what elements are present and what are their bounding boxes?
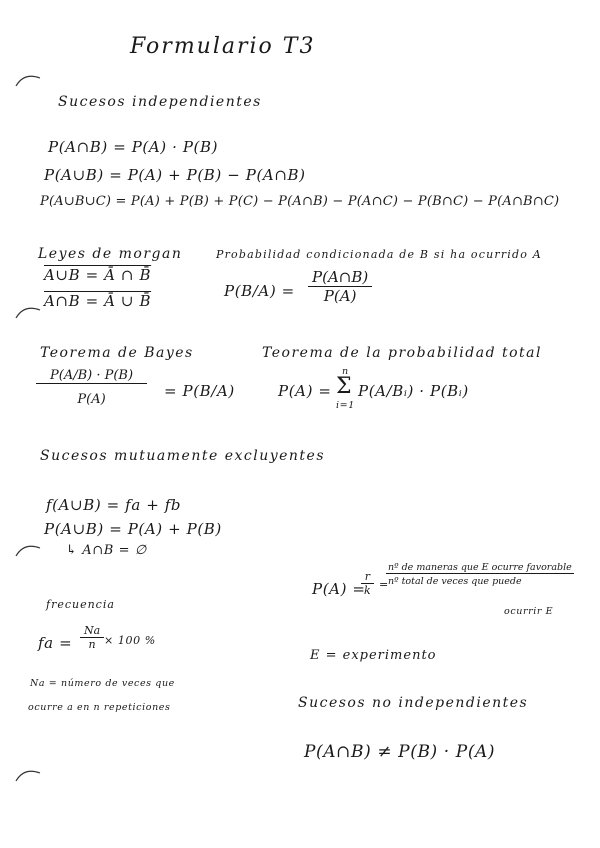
no-independent-formula: P(A∩B) ≠ P(B) · P(A) <box>304 742 496 762</box>
total-sum-lower: i=1 <box>336 400 355 411</box>
conditional-denominator: P(A) <box>323 287 357 305</box>
total-lhs: P(A) = <box>278 382 332 400</box>
laplace-k: k <box>364 584 371 597</box>
margin-mark-top <box>14 70 44 90</box>
morgan-law-intersection: A∩B = Ā ∪ B̄ <box>44 292 152 310</box>
morgan-law-union: A∪B = Ā ∩ B̄ <box>44 266 152 284</box>
laplace-denominator: nº total de veces que puede <box>388 576 522 587</box>
laplace-equals: = <box>379 578 389 591</box>
laplace-denominator-cont: ocurrir E <box>504 606 554 617</box>
laplace-lhs: P(A) = <box>312 580 366 598</box>
laplace-r: r <box>361 570 374 584</box>
excluyentes-probability: P(A∪B) = P(A) + P(B) <box>44 520 222 538</box>
bayes-rhs: = P(B/A) <box>164 382 235 400</box>
formula-union-three: P(A∪B∪C) = P(A) + P(B) + P(C) − P(A∩B) − P(A∩C) − P(B∩C) − P(A∩B∩C) <box>40 194 560 209</box>
frequency-note-line1: Na = número de veces que <box>30 678 175 689</box>
frequency-fraction <box>80 624 104 651</box>
laplace-numerator: nº de maneras que E ocurre favorable <box>388 562 572 573</box>
frequency-rhs: × 100 % <box>104 634 156 647</box>
frequency-denominator: n <box>88 638 96 651</box>
margin-mark-middle <box>14 302 44 322</box>
section-heading-total: Teorema de la probabilidad total <box>262 345 542 361</box>
section-heading-bayes: Teorema de Bayes <box>40 345 194 361</box>
margin-mark-lower <box>14 540 44 560</box>
section-heading-independientes: Sucesos independientes <box>58 94 262 110</box>
bayes-numerator: P(A/B) · P(B) <box>36 368 147 384</box>
bayes-fraction <box>36 368 147 407</box>
laplace-fraction <box>386 562 574 587</box>
frequency-lhs: fa = <box>38 634 73 652</box>
bayes-denominator: P(A) <box>77 392 106 407</box>
frequency-numerator: Na <box>80 624 104 638</box>
section-heading-condicionada: Probabilidad condicionada de B si ha ocurrido A <box>216 248 542 261</box>
formula-intersection: P(A∩B) = P(A) · P(B) <box>48 138 219 156</box>
section-heading-morgan: Leyes de morgan <box>38 246 183 262</box>
section-heading-no-independientes: Sucesos no independientes <box>298 695 529 711</box>
laplace-rk-fraction <box>360 570 375 597</box>
frequency-note-line2: ocurre a en n repeticiones <box>28 702 171 713</box>
formula-union-two: P(A∪B) = P(A) + P(B) − P(A∩B) <box>44 166 306 184</box>
page-title: Formulario T3 <box>130 34 316 59</box>
section-heading-frecuencia: frecuencia <box>46 598 115 611</box>
total-sum-upper: n <box>342 366 349 377</box>
section-heading-excluyentes: Sucesos mutuamente excluyentes <box>40 448 326 464</box>
experiment-definition: E = experimento <box>310 648 437 663</box>
excluyentes-empty-intersection: ↳ A∩B = ∅ <box>66 543 147 558</box>
conditional-lhs: P(B/A) = <box>224 282 295 300</box>
excluyentes-frequency: f(A∪B) = fa + fb <box>46 496 182 514</box>
conditional-fraction <box>308 268 372 305</box>
total-sigma: Σ <box>336 374 353 399</box>
margin-mark-bottom <box>14 765 44 785</box>
total-term: P(A/Bᵢ) · P(Bᵢ) <box>358 382 469 400</box>
conditional-numerator: P(A∩B) <box>308 268 372 287</box>
